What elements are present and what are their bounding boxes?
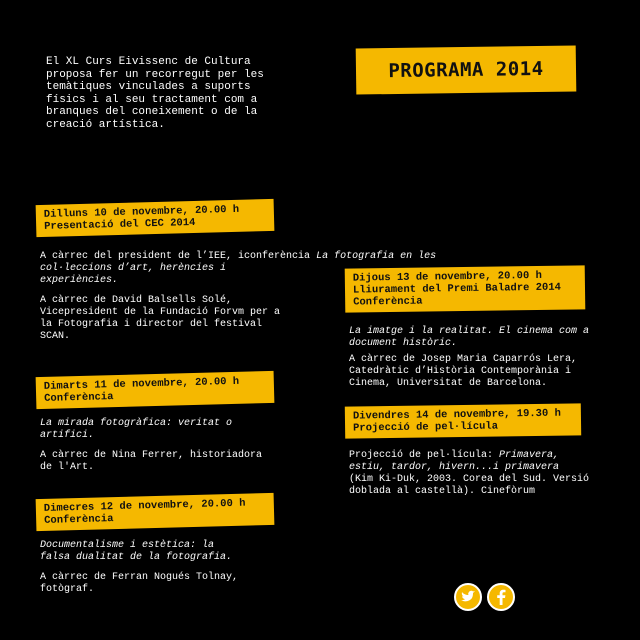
event-type: Conferència bbox=[44, 391, 114, 405]
intro-line: creació artística. bbox=[46, 118, 165, 131]
intro-line: El XL Curs Eivissenc de Cultura bbox=[46, 56, 251, 68]
event-line: Documentalisme i estètica: la bbox=[40, 540, 215, 551]
event-line: la Fotografia i director del festival bbox=[40, 319, 263, 330]
event-type: Projecció de pel·lícula bbox=[353, 420, 499, 435]
event-tag-tuesday bbox=[36, 371, 275, 409]
event-type: Conferència bbox=[353, 295, 423, 309]
event-line: estiu, tardor, hivern...i primavera bbox=[349, 462, 560, 473]
event-line: falsa dualitat de la fotografia. bbox=[40, 552, 233, 563]
event-line: artifici. bbox=[40, 430, 95, 441]
event-type: Lliurament del Premi Baladre 2014 bbox=[352, 281, 562, 297]
event-date: Dilluns 10 de novembre, 20.00 h bbox=[43, 203, 240, 221]
event-date: Dimecres 12 de novembre, 20.00 h bbox=[43, 497, 246, 515]
event-date: Dimarts 11 de novembre, 20.00 h bbox=[43, 375, 240, 393]
event-body-friday bbox=[349, 450, 589, 498]
intro-line: temàtiques vinculades a suports bbox=[46, 81, 251, 93]
event-line: A càrrec de Josep Maria Caparrós Lera, bbox=[349, 354, 578, 365]
event-body-wednesday bbox=[40, 540, 238, 596]
event-line: La mirada fotogràfica: veritat o bbox=[40, 418, 233, 429]
event-date: Divendres 14 de novembre, 19.30 h bbox=[352, 407, 561, 423]
event-line: Cinema, Universitat de Barcelona. bbox=[349, 378, 548, 389]
event-line: SCAN. bbox=[40, 331, 71, 342]
event-tag-monday bbox=[36, 199, 275, 237]
event-line: A càrrec del president de l’IEE, iconferència La fotografia en les bbox=[40, 251, 437, 262]
event-body-tuesday bbox=[40, 418, 262, 474]
facebook-icon[interactable] bbox=[487, 583, 515, 611]
event-line: A càrrec de David Balsells Solé, bbox=[40, 295, 233, 306]
event-line: Catedràtic d’Història Contemporània i bbox=[349, 366, 572, 377]
event-tag-thursday bbox=[345, 265, 586, 312]
event-line: fotògraf. bbox=[40, 584, 95, 595]
event-line: doblada al castellà). Cinefòrum bbox=[349, 486, 536, 497]
twitter-bird-icon[interactable] bbox=[454, 583, 482, 611]
intro-line: branques del coneixement o de la bbox=[46, 106, 258, 118]
intro-line: físics i al seu tractament com a bbox=[46, 93, 258, 106]
event-line: experiències. bbox=[40, 275, 119, 286]
intro-line: proposa fer un recorregut per les bbox=[46, 68, 264, 81]
event-line: document històric. bbox=[349, 338, 458, 349]
event-line: Projecció de pel·lícula: Primavera, bbox=[349, 450, 560, 461]
facebook-icon bbox=[496, 589, 506, 605]
event-line: A càrrec de Ferran Nogués Tolnay, bbox=[40, 572, 239, 583]
twitter-bird-icon bbox=[460, 590, 476, 604]
event-line: Vicepresident de la Fundació Forvm per a bbox=[40, 307, 281, 318]
event-type: Presentació del CEC 2014 bbox=[44, 216, 196, 233]
event-tag-friday bbox=[345, 403, 581, 438]
programa-title: PROGRAMA 2014 bbox=[356, 45, 577, 94]
event-body-thursday bbox=[349, 326, 589, 390]
event-line: col·leccions d’art, herències i bbox=[40, 263, 227, 274]
event-line: de l'Art. bbox=[40, 462, 95, 473]
event-line: A càrrec de Nina Ferrer, historiadora bbox=[40, 450, 263, 461]
event-line: (Kim Ki-Duk, 2003. Corea del Sud. Versió bbox=[349, 474, 590, 485]
event-type: Conferència bbox=[44, 513, 114, 527]
event-tag-wednesday bbox=[36, 493, 275, 531]
event-line: La imatge i la realitat. El cinema com a bbox=[349, 326, 590, 337]
intro-text bbox=[46, 56, 286, 131]
event-date: Dijous 13 de novembre, 20.00 h bbox=[352, 269, 542, 285]
